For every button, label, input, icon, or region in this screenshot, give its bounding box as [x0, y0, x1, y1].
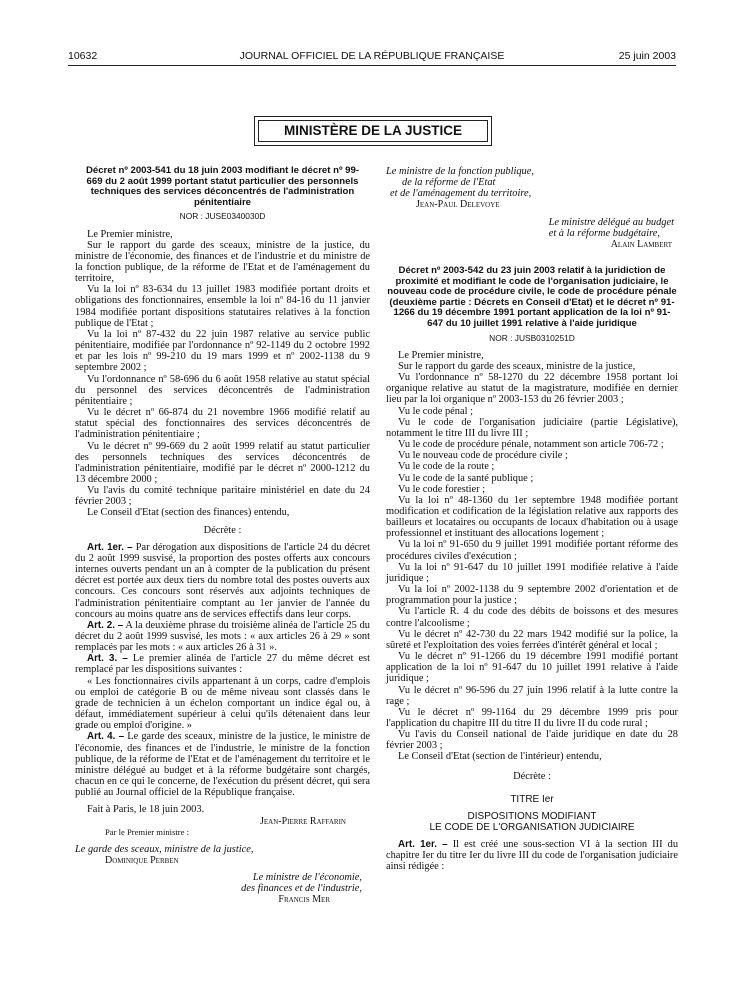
titre-subheading: LE CODE DE L'ORGANISATION JUDICIAIRE: [429, 821, 635, 833]
nor-reference: NOR : JUSB0310251D: [489, 332, 575, 343]
article-quote: « Les fonctionnaires civils appartenant à un corps, cadre d'emplois ou emploi de catégorie B ou de même niveau sont classés dans le grade de technicien à un échelon comportant un indice égal ou, à défaut, immédiatement supérieur à celui qu'ils détenaient dans leur grade ou emploi d'origine. »: [75, 675, 370, 732]
signatory-title: Le ministre de la fonction publique,: [386, 166, 534, 177]
preamble-line: Vu le décret nº 99-669 du 2 août 1999 relatif au statut particulier des personnels techniques des services déconcentrés de l'administration pénitentiaire, modifié par le décret nº 2000-1212 du 13 décembre 2000 ;: [75, 440, 370, 485]
preamble-line: Le Conseil d'Etat (section de l'intérieur) entendu,: [398, 751, 602, 763]
preamble-line: Vu la loi nº 48-1360 du 1er septembre 1948 modifiée portant modification et codification de la législation relative aux rapports des bailleurs et locataires ou occupants de locaux d'habitation ou à usage professionnel et instituant des allocations logement ;: [386, 494, 678, 540]
preamble-line: Vu le code forestier ;: [398, 483, 486, 495]
article-label: Art. 2. –: [87, 619, 124, 631]
fait-line: Fait à Paris, le 18 juin 2003.: [87, 804, 205, 816]
page-header: [68, 50, 676, 64]
preamble-line: Vu le nouveau code de procédure civile ;: [398, 450, 568, 462]
titre-subheading: DISPOSITIONS MODIFIANT: [467, 810, 597, 822]
preamble-line: Vu la loi nº 91-647 du 10 juillet 1991 modifiée relative à l'aide juridique ;: [386, 561, 678, 584]
left-column: [75, 166, 370, 906]
decree-title: Décret nº 2003-541 du 18 juin 2003 modifiant le décret nº 99-669 du 2 août 1999 portant statut particulier des personnels techniques des services déconcentrés de l'administration pénitentiaire: [85, 165, 360, 208]
signatory-title: et à la réforme budgétaire,: [548, 227, 660, 239]
decrete-label: Décrète :: [513, 770, 551, 782]
signatory-name: Dominique Perben: [105, 854, 179, 866]
preamble-line: Vu l'ordonnance nº 58-1270 du 22 décembre 1958 portant loi organique relative au statut de la magistrature, modifiée en dernier lieu par la loi organique nº 2003-153 du 26 février 2003 ;: [386, 372, 678, 406]
decree-title: Décret nº 2003-542 du 23 juin 2003 relatif à la juridiction de proximité et modifiant le code de l'organisation judiciaire, le nouveau code de procédure civile, le code de procédure pénale (deuxième partie : Décrets en Conseil d'Etat) et le décret nº 91-1266 du 19 décembre 1991 portant application de la loi nº 91-647 du 10 juillet 1991 relative à l'aide juridique: [387, 265, 677, 330]
article-label: Art. 4. –: [87, 731, 125, 743]
article: [75, 542, 370, 620]
signatory-title: de la réforme de l'Etat: [402, 177, 496, 189]
preamble-line: Vu l'article R. 4 du code des débits de boissons et des mesures contre l'alcoolisme ;: [386, 606, 678, 629]
preamble-line: Vu l'avis du comité technique paritaire ministériel en date du 24 février 2003 ;: [75, 485, 370, 508]
preamble-line: Vu le décret nº 91-1266 du 19 décembre 1991 modifié portant application de la loi nº 91-647 du 10 juillet 1991 relative à l'aide juridique ;: [386, 651, 678, 685]
preamble-line: Le Conseil d'Etat (section des finances) entendu,: [87, 507, 290, 519]
article-text: Il est créé une sous-section VI à la section III du chapitre Ier du titre Ier du livre III du code de l'organisation judiciaire ainsi rédigée :: [386, 838, 679, 873]
signatory-name: Alain Lambert: [610, 238, 672, 250]
preamble-line: Vu le code de la route ;: [398, 461, 495, 473]
preamble-line: Le Premier ministre,: [398, 349, 484, 361]
decrete-label: Décrète :: [203, 524, 242, 536]
preamble-line: Vu la loi nº 91-650 du 9 juillet 1991 modifiée portant réforme des procédures civiles d'exécution ;: [386, 539, 678, 562]
preamble-line: Vu la loi nº 87-432 du 22 juin 1987 relative au service public pénitentiaire, modifiée par l'ordonnance nº 92-1149 du 2 octobre 1992 et par les lois nº 99-210 du 19 mars 1999 et nº 2002-1138 du 9 septembre 2002 ;: [75, 328, 370, 374]
signatory-title: Le ministre délégué au budget: [548, 216, 674, 228]
article: [75, 731, 370, 798]
preamble-line: Vu le code de l'organisation judiciaire (partie Législative), notamment le titre III du livre III ;: [386, 416, 678, 439]
preamble-line: Vu l'ordonnance nº 58-696 du 6 août 1958 relative au statut spécial du personnel des services déconcentrés de l'administration pénitentiaire ;: [75, 373, 370, 407]
titre-heading: TITRE Ier: [510, 793, 554, 805]
signatory-title: des finances et de l'industrie,: [241, 883, 362, 895]
header-rule: [68, 65, 676, 66]
article: [75, 620, 370, 653]
signatory-title: Le garde des sceaux, ministre de la justice,: [75, 843, 254, 855]
preamble-line: Vu le décret nº 96-596 du 27 juin 1996 relatif à la lutte contre la rage ;: [386, 684, 678, 707]
preamble-line: Le Premier ministre,: [87, 228, 173, 240]
article-label: Art. 1er. –: [398, 838, 448, 850]
signatory-title: et de l'aménagement du territoire,: [390, 188, 532, 200]
signatory-name: Francis Mer: [278, 894, 330, 906]
issue-date: 25 juin 2003: [618, 50, 676, 62]
article-label: Art. 1er. –: [87, 541, 133, 553]
article-text: Le premier alinéa de l'article 27 du même décret est remplacé par les dispositions suivantes :: [75, 653, 370, 676]
preamble-line: Vu le code pénal ;: [398, 405, 473, 417]
preamble-line: Vu le code de procédure pénale, notamment son article 706-72 ;: [398, 439, 664, 451]
preamble-line: Vu le code de la santé publique ;: [398, 472, 534, 484]
journal-title: JOURNAL OFFICIEL DE LA RÉPUBLIQUE FRANÇAISE: [239, 50, 505, 62]
preamble-line: Vu l'avis du Conseil national de l'aide juridique en date du 28 février 2003 ;: [386, 729, 678, 752]
preamble-line: Vu le décret nº 42-730 du 22 mars 1942 modifié sur la police, la sûreté et l'exploitation des voies ferrées d'intérêt général et local ;: [386, 628, 678, 651]
signatory-name: Jean-Paul Delevoye: [416, 199, 500, 211]
article-text: Par dérogation aux dispositions de l'article 24 du décret du 2 août 1999 susvisé, la proportion des postes offerts aux concours internes ouverts pendant un an à compter de la publication du présent décret est portée aux deux tiers du nombre total des postes ouverts aux concours. Ces concours sont réservés aux adjoints techniques de l'administration pénitentiaire comptant au 1er janvier de l'année du concours au moins quatre ans de services effectifs dans leur corps.: [75, 541, 370, 620]
article: [386, 839, 678, 872]
nor-reference: NOR : JUSE0340030D: [179, 211, 266, 222]
page-number: 10632: [68, 50, 98, 62]
preamble-line: Sur le rapport du garde des sceaux, ministre de la justice,: [398, 360, 636, 372]
article-text: Le garde des sceaux, ministre de la justice, le ministre de l'économie, des finances et de l'industrie, le ministre de la fonction publique, de la réforme de l'Etat et de l'aménagement du territoire et le ministre délégué au budget et à la réforme budgétaire sont chargés, chacun en ce qui le concerne, de l'exécution du présent décret, qui sera publié au Journal officiel de la République française.: [75, 731, 371, 799]
right-column: [386, 166, 678, 872]
preamble-line: Vu le décret nº 66-874 du 21 novembre 1966 modifié relatif au statut spécial des fonctionnaires des services déconcentrés de l'administration pénitentiaire ;: [75, 407, 370, 441]
preamble-line: Sur le rapport du garde des sceaux, ministre de la justice, du ministre de l'économie, des finances et de l'industrie et du ministre de la fonction publique, de la réforme de l'Etat et de l'aménagement du territoire,: [75, 239, 370, 285]
signatory-title: Le ministre de l'économie,: [252, 872, 362, 884]
ministry-box: [254, 116, 492, 146]
article: [75, 653, 370, 675]
preamble-line: Vu la loi nº 2002-1138 du 9 septembre 2002 d'orientation et de programmation pour la justice ;: [386, 584, 678, 607]
preamble-line: Vu la loi nº 83-634 du 13 juillet 1983 modifiée portant droits et obligations des fonctionnaires, ensemble la loi nº 84-16 du 11 janvier 1984 modifiée portant dispositions statutaires relatives à la fonction publique de l'Etat ;: [75, 284, 370, 329]
preamble-line: Vu le décret nº 99-1164 du 29 décembre 1999 pris pour l'application du chapitre III du titre II du livre II du code rural ;: [386, 706, 678, 729]
par-le-premier-ministre: Par le Premier ministre :: [105, 826, 190, 837]
ministry-title: MINISTÈRE DE LA JUSTICE: [258, 120, 488, 142]
article-text: A la deuxième phrase du troisième alinéa de l'article 25 du décret du 2 août 1999 susvisé, les mots : « aux articles 26 à 29 » sont remplacés par les mots : « aux articles 26 à 31 ».: [75, 619, 370, 654]
article-label: Art. 3. –: [87, 653, 128, 665]
signer-main: Jean-Pierre Raffarin: [260, 815, 346, 827]
